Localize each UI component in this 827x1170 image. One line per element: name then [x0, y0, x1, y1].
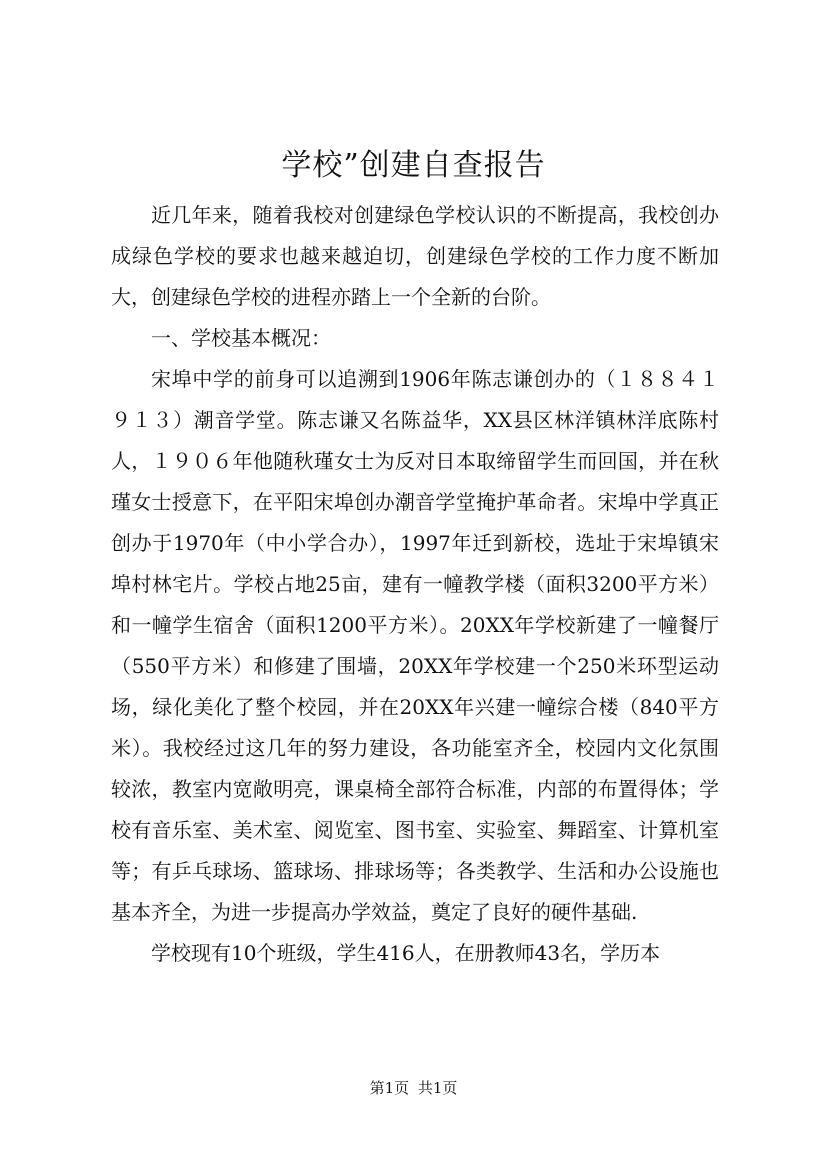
paragraph-history: 宋埠中学的前身可以追溯到1906年陈志谦创办的（１８８４１９１３）潮音学堂。陈志谦又名陈益华，XX县区林洋镇林洋底陈村人，１９０６年他随秋瑾女士为反对日本取缔留学生而回国，并在秋瑾女士授意下，在平阳宋埠创办潮音学堂掩护革命者。宋埠中学真正创办于1970年（中小学合办），1997年迁到新校，选址于宋埠镇宋埠村林宅片。学校占地25亩，建有一幢教学楼（面积3200平方米）和一幢学生宿舍（面积1200平方米）。20XX年学校新建了一幢餐厅（550平方米）和修建了围墙，20XX年学校建一个250米环型运动场，绿化美化了整个校园，并在20XX年兴建一幢综合楼（840平方米）。我校经过这几年的努力建设，各功能室齐全，校园内文化氛围较浓，教室内宽敞明亮，课桌椅全部符合标准，内部的布置得体；学校有音乐室、美术室、阅览室、图书室、实验室、舞蹈室、计算机室等；有乒乓球场、篮球场、排球场等；各类教学、生活和办公设施也基本齐全，为进一步提高办学效益，奠定了良好的硬件基础. — [111, 367, 719, 924]
paragraph-intro: 近几年来，随着我校对创建绿色学校认识的不断提高，我校创办成绿色学校的要求也越来越迫切，创建绿色学校的工作力度不断加大，创建绿色学校的进程亦踏上一个全新的台阶。 — [111, 203, 719, 309]
paragraph-staff: 学校现有10个班级，学生416人，在册教师43名，学历本 — [151, 941, 661, 965]
document-title: 学校”创建自查报告 — [281, 148, 546, 183]
section-heading: 一、学校基本概况： — [151, 326, 331, 350]
page-number: 第1页 共1页 — [369, 1079, 458, 1097]
document-body — [111, 195, 719, 974]
